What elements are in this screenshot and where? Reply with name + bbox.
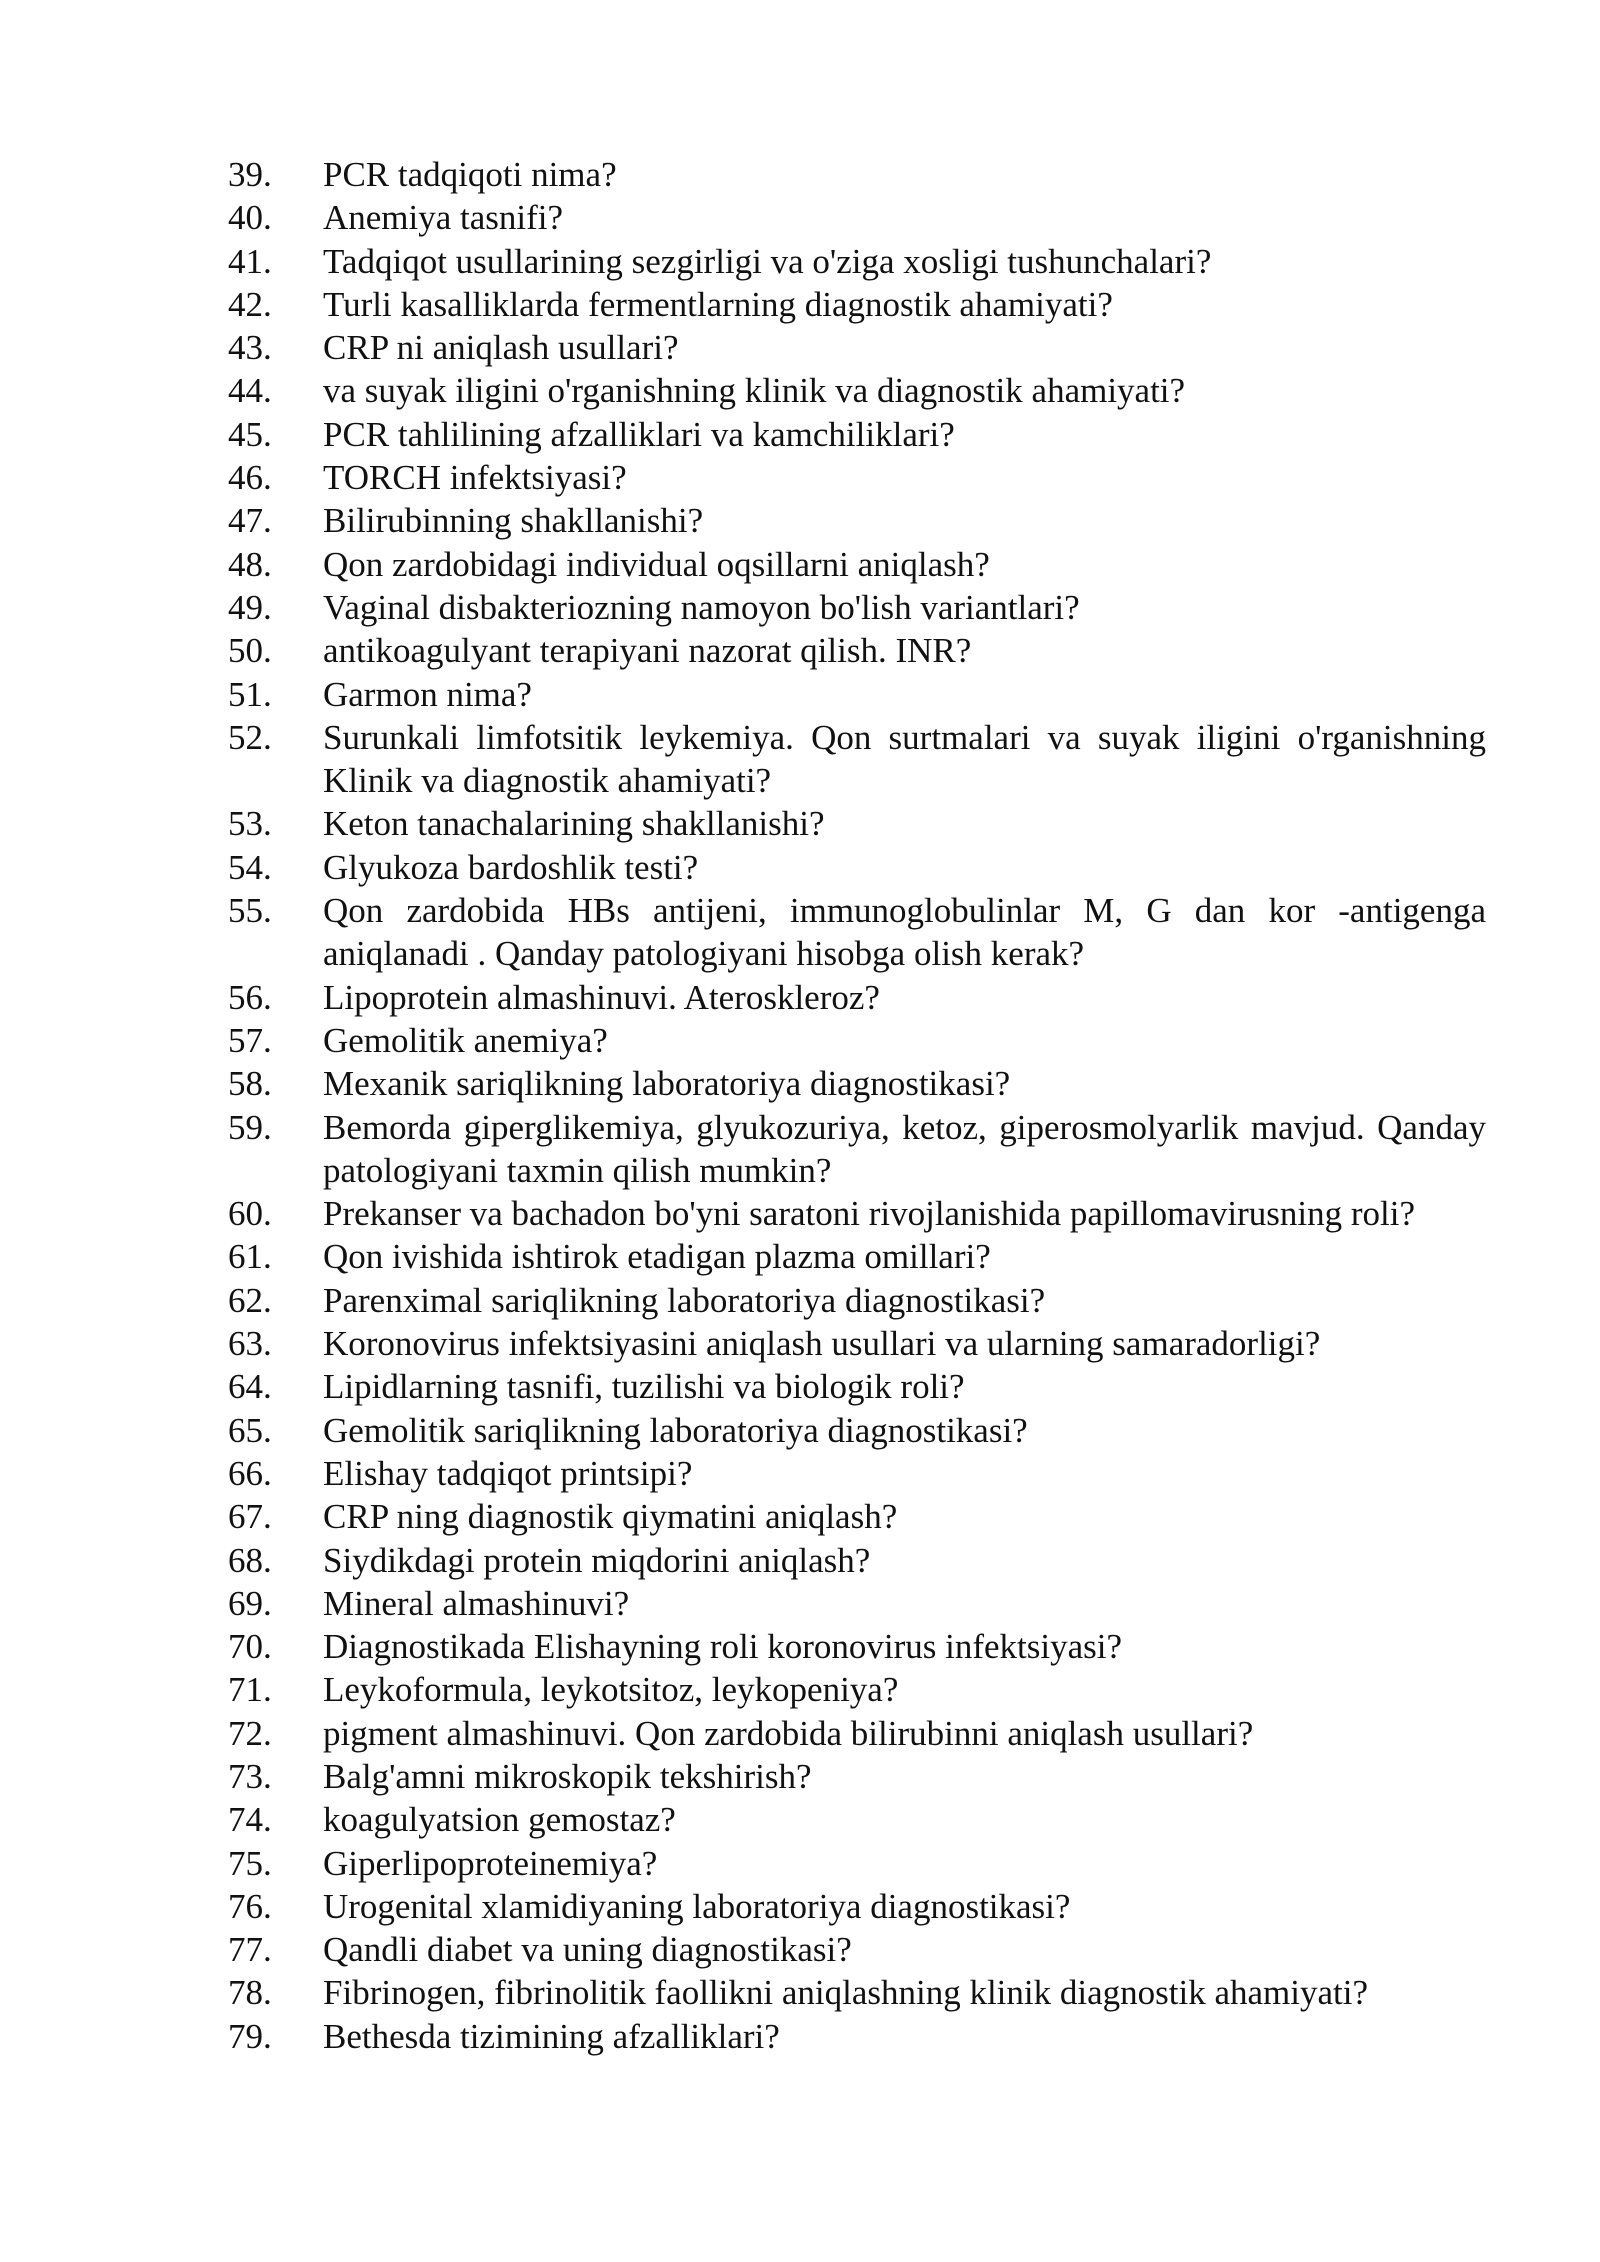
list-item <box>228 1842 1486 1885</box>
question-text: Bilirubinning shakllanishi? <box>323 501 704 541</box>
question-text: CRP ning diagnostik qiymatini aniqlash? <box>323 1497 898 1537</box>
list-item <box>228 846 1486 889</box>
question-text: Leykoformula, leykotsitoz, leykopeniya? <box>323 1670 899 1710</box>
list-item <box>228 369 1486 412</box>
question-number: 54. <box>228 847 272 887</box>
question-text: Prekanser va bachadon bo'yni saratoni rivojlanishida papillomavirusning roli? <box>323 1194 1416 1234</box>
question-text: va suyak iligini o'rganishning klinik va diagnostik ahamiyati? <box>323 371 1186 411</box>
question-number: 73. <box>228 1756 272 1796</box>
list-item <box>228 1582 1486 1625</box>
question-text: Lipoprotein almashinuvi. Ateroskleroz? <box>323 977 880 1017</box>
list-item <box>228 153 1486 196</box>
list-item <box>228 543 1486 586</box>
list-item <box>228 976 1486 1019</box>
question-number: 65. <box>228 1410 272 1450</box>
question-number: 69. <box>228 1583 272 1623</box>
list-item <box>228 326 1486 369</box>
list-item <box>228 802 1486 845</box>
list-item <box>228 499 1486 542</box>
question-text: Parenximal sariqlikning laboratoriya diagnostikasi? <box>323 1280 1046 1320</box>
question-text: Keton tanachalarining shakllanishi? <box>323 804 825 844</box>
list-item <box>228 1798 1486 1841</box>
list-item <box>228 240 1486 283</box>
question-text: CRP ni aniqlash usullari? <box>323 328 679 368</box>
list-item <box>228 196 1486 239</box>
question-text: Vaginal disbakteriozning namoyon bo'lish variantlari? <box>323 587 1080 627</box>
question-text: Giperlipoproteinemiya? <box>323 1843 658 1883</box>
list-item <box>228 1235 1486 1278</box>
list-item <box>228 889 1486 976</box>
question-text: Turli kasalliklarda fermentlarning diagnostik ahamiyati? <box>323 284 1113 324</box>
question-text: Gemolitik sariqlikning laboratoriya diagnostikasi? <box>323 1410 1028 1450</box>
question-list <box>228 153 1486 2058</box>
question-number: 63. <box>228 1324 272 1364</box>
question-number: 62. <box>228 1280 272 1320</box>
list-item <box>228 456 1486 499</box>
question-text: Garmon nima? <box>323 674 532 714</box>
question-text: Mineral almashinuvi? <box>323 1583 630 1623</box>
question-text: Tadqiqot usullarining sezgirligi va o'ziga xosligi tushunchalari? <box>323 241 1212 281</box>
question-text: PCR tahlilining afzalliklari va kamchiliklari? <box>323 414 955 454</box>
question-number: 68. <box>228 1540 272 1580</box>
question-text: Urogenital xlamidiyaning laboratoriya diagnostikasi? <box>323 1886 1071 1926</box>
question-number: 64. <box>228 1367 272 1407</box>
question-number: 56. <box>228 977 272 1017</box>
question-text: Diagnostikada Elishayning roli koronovirus infektsiyasi? <box>323 1627 1123 1667</box>
list-item <box>228 1279 1486 1322</box>
question-number: 58. <box>228 1064 272 1104</box>
question-text: Koronovirus infektsiyasini aniqlash usullari va ularning samaradorligi? <box>323 1324 1321 1364</box>
list-item <box>228 413 1486 456</box>
question-number: 48. <box>228 544 272 584</box>
question-text: Qon zardobida HBs antijeni, immunoglobulinlar M, G dan kor -antigenga aniqlanadi . Qanday patologiyani hisobga olish kerak? <box>323 891 1486 974</box>
question-number: 52. <box>228 717 272 757</box>
question-text: Elishay tadqiqot printsipi? <box>323 1453 693 1493</box>
question-number: 79. <box>228 2016 272 2056</box>
question-number: 46. <box>228 458 272 498</box>
list-item <box>228 1668 1486 1711</box>
question-number: 47. <box>228 501 272 541</box>
question-number: 53. <box>228 804 272 844</box>
question-text: antikoagulyant terapiyani nazorat qilish. INR? <box>323 631 972 671</box>
question-number: 51. <box>228 674 272 714</box>
question-text: Mexanik sariqlikning laboratoriya diagnostikasi? <box>323 1064 1011 1104</box>
question-number: 43. <box>228 328 272 368</box>
list-item <box>228 1409 1486 1452</box>
question-text: Gemolitik anemiya? <box>323 1020 608 1060</box>
question-text: Bemorda giperglikemiya, glyukozuriya, ketoz, giperosmolyarlik mavjud. Qanday patologiyani taxmin qilish mumkin? <box>323 1107 1486 1190</box>
question-number: 70. <box>228 1627 272 1667</box>
question-number: 49. <box>228 587 272 627</box>
question-text: PCR tadqiqoti nima? <box>323 155 617 194</box>
question-number: 44. <box>228 371 272 411</box>
list-item <box>228 716 1486 803</box>
question-number: 75. <box>228 1843 272 1883</box>
list-item <box>228 1755 1486 1798</box>
question-text: Qon zardobidagi individual oqsillarni aniqlash? <box>323 544 990 584</box>
question-text: Bethesda tizimining afzalliklari? <box>323 2016 780 2056</box>
question-number: 71. <box>228 1670 272 1710</box>
question-number: 41. <box>228 241 272 281</box>
list-item <box>228 1539 1486 1582</box>
question-number: 78. <box>228 1973 272 2013</box>
list-item <box>228 673 1486 716</box>
list-item <box>228 629 1486 672</box>
question-number: 66. <box>228 1453 272 1493</box>
question-number: 60. <box>228 1194 272 1234</box>
list-item <box>228 1712 1486 1755</box>
question-number: 39. <box>228 155 272 194</box>
question-number: 45. <box>228 414 272 454</box>
question-text: TORCH infektsiyasi? <box>323 458 627 498</box>
question-text: Qandli diabet va uning diagnostikasi? <box>323 1930 852 1970</box>
list-item <box>228 1062 1486 1105</box>
question-text: Surunkali limfotsitik leykemiya. Qon surtmalari va suyak iligini o'rganishning Klinik va diagnostik ahamiyati? <box>323 717 1486 801</box>
list-item <box>228 283 1486 326</box>
question-number: 67. <box>228 1497 272 1537</box>
list-item <box>228 1322 1486 1365</box>
question-text: Glyukoza bardoshlik testi? <box>323 847 699 887</box>
question-text: Balg'amni mikroskopik tekshirish? <box>323 1756 812 1796</box>
list-item <box>228 1928 1486 1971</box>
list-item <box>228 586 1486 629</box>
question-number: 57. <box>228 1020 272 1060</box>
list-item <box>228 1495 1486 1538</box>
question-text: Qon ivishida ishtirok etadigan plazma omillari? <box>323 1237 991 1277</box>
list-item <box>228 2015 1486 2058</box>
question-number: 76. <box>228 1886 272 1926</box>
list-item <box>228 1365 1486 1408</box>
question-text: koagulyatsion gemostaz? <box>323 1800 676 1840</box>
question-number: 55. <box>228 891 272 931</box>
question-number: 42. <box>228 284 272 324</box>
question-number: 77. <box>228 1930 272 1970</box>
question-number: 74. <box>228 1800 272 1840</box>
list-item <box>228 1625 1486 1668</box>
question-text: Siydikdagi protein miqdorini aniqlash? <box>323 1540 871 1580</box>
question-text: Anemiya tasnifi? <box>323 198 564 238</box>
question-text: Lipidlarning tasnifi, tuzilishi va biologik roli? <box>323 1367 965 1407</box>
question-number: 72. <box>228 1713 272 1753</box>
list-item <box>228 1019 1486 1062</box>
list-item <box>228 1106 1486 1193</box>
question-number: 40. <box>228 198 272 238</box>
list-item <box>228 1885 1486 1928</box>
question-text: pigment almashinuvi. Qon zardobida bilirubinni aniqlash usullari? <box>323 1713 1254 1753</box>
question-number: 50. <box>228 631 272 671</box>
question-number: 59. <box>228 1107 272 1147</box>
list-item <box>228 1452 1486 1495</box>
list-item <box>228 1971 1486 2014</box>
question-number: 61. <box>228 1237 272 1277</box>
question-text: Fibrinogen, fibrinolitik faollikni aniqlashning klinik diagnostik ahamiyati? <box>323 1973 1368 2013</box>
list-item <box>228 1192 1486 1235</box>
